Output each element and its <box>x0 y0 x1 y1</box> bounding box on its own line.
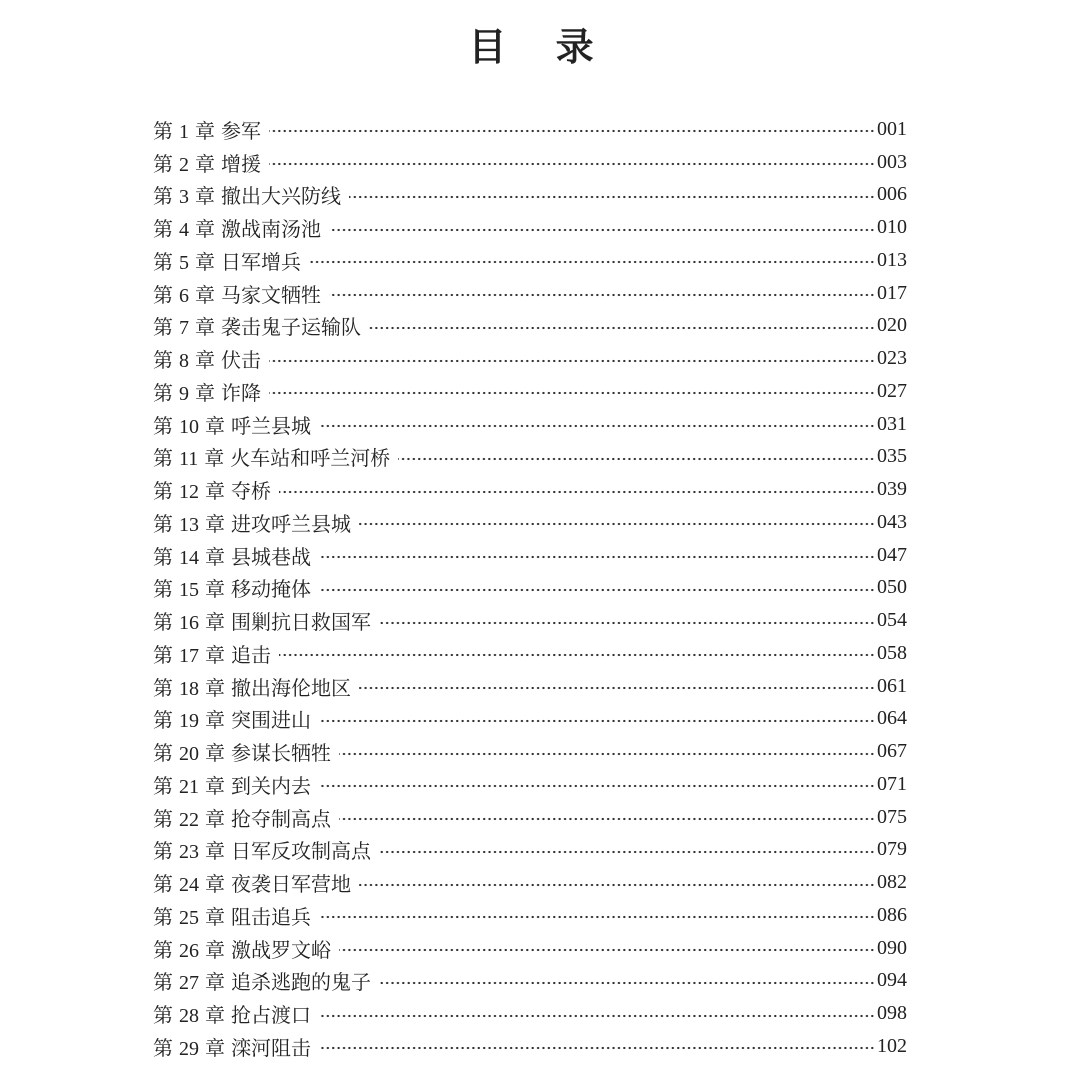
chapter-number: 10 <box>179 415 199 438</box>
chapter-label <box>153 442 390 471</box>
chapter-title: 移动掩体 <box>231 577 311 602</box>
page-number: 031 <box>877 412 907 435</box>
chapter-title: 日军增兵 <box>221 249 301 274</box>
chapter-number: 6 <box>179 284 189 307</box>
chapter-label <box>153 999 311 1028</box>
chapter-title: 呼兰县城 <box>231 413 311 438</box>
page-number: 071 <box>877 772 907 795</box>
chapter-suffix: 章 <box>205 610 225 635</box>
chapter-prefix: 第 <box>153 446 173 471</box>
chapter-title: 参军 <box>221 118 261 143</box>
chapter-title: 撤出大兴防线 <box>221 184 341 209</box>
chapter-suffix: 章 <box>205 675 225 700</box>
chapter-prefix: 第 <box>153 151 173 176</box>
chapter-title: 阻击追兵 <box>231 904 311 929</box>
chapter-label <box>153 541 311 570</box>
chapter-number: 17 <box>179 644 199 667</box>
chapter-suffix: 章 <box>195 249 215 274</box>
chapter-title: 县城巷战 <box>231 544 311 569</box>
page-number: 013 <box>877 248 907 271</box>
toc-entry[interactable] <box>153 866 907 899</box>
chapter-number: 12 <box>179 481 199 504</box>
dot-leader <box>379 981 875 985</box>
chapter-title: 围剿抗日救国军 <box>231 610 371 635</box>
dot-leader <box>319 719 875 723</box>
page-number: 090 <box>877 936 907 959</box>
dot-leader <box>269 359 875 363</box>
page-number: 054 <box>877 609 907 632</box>
toc-entry[interactable] <box>153 375 907 408</box>
chapter-title: 日军反攻制高点 <box>231 839 371 864</box>
chapter-title: 到关内去 <box>231 773 311 798</box>
dot-leader <box>319 784 875 788</box>
chapter-number: 25 <box>179 906 199 929</box>
page-number: 035 <box>877 445 907 468</box>
chapter-label <box>153 148 261 177</box>
page-number: 043 <box>877 510 907 533</box>
chapter-suffix: 章 <box>205 773 225 798</box>
chapter-suffix: 章 <box>205 970 225 995</box>
page-number: 017 <box>877 281 907 304</box>
dot-leader <box>379 621 875 625</box>
toc-entry[interactable] <box>153 801 907 834</box>
toc-entry[interactable] <box>153 735 907 768</box>
chapter-number: 7 <box>179 317 189 340</box>
dot-leader <box>309 260 875 264</box>
chapter-number: 18 <box>179 677 199 700</box>
toc-entry[interactable] <box>153 277 907 310</box>
chapter-prefix: 第 <box>153 249 173 274</box>
chapter-label <box>153 246 301 275</box>
chapter-title: 滦河阻击 <box>231 1035 311 1060</box>
chapter-prefix: 第 <box>153 544 173 569</box>
toc-entry[interactable] <box>153 441 907 474</box>
toc-entry[interactable] <box>153 113 907 146</box>
toc-entry[interactable] <box>153 408 907 441</box>
chapter-prefix: 第 <box>153 937 173 962</box>
chapter-number: 26 <box>179 939 199 962</box>
chapter-title: 伏击 <box>221 348 261 373</box>
chapter-number: 20 <box>179 743 199 766</box>
dot-leader <box>319 1014 875 1018</box>
chapter-label <box>153 672 351 701</box>
page-number: 006 <box>877 183 907 206</box>
page-number: 098 <box>877 1002 907 1025</box>
dot-leader <box>359 522 875 526</box>
dot-leader <box>379 850 875 854</box>
chapter-title: 进攻呼兰县城 <box>231 511 351 536</box>
dot-leader <box>359 883 875 887</box>
chapter-label <box>153 966 371 995</box>
chapter-suffix: 章 <box>205 839 225 864</box>
chapter-title: 追击 <box>231 642 271 667</box>
dot-leader <box>279 653 875 657</box>
page-number: 067 <box>877 740 907 763</box>
chapter-title: 袭击鬼子运输队 <box>221 315 361 340</box>
chapter-suffix: 章 <box>205 806 225 831</box>
chapter-suffix: 章 <box>205 937 225 962</box>
chapter-label <box>153 606 371 635</box>
chapter-prefix: 第 <box>153 904 173 929</box>
chapter-title: 火车站和呼兰河桥 <box>230 446 391 471</box>
dot-leader <box>319 424 875 428</box>
chapter-title: 激战南汤池 <box>221 217 321 242</box>
chapter-suffix: 章 <box>204 446 225 471</box>
toc-entry[interactable] <box>153 506 907 539</box>
page-number: 061 <box>877 674 907 697</box>
chapter-label <box>153 835 371 864</box>
toc-entry[interactable] <box>153 244 907 277</box>
chapter-number: 5 <box>179 251 189 274</box>
chapter-prefix: 第 <box>153 1035 173 1060</box>
chapter-suffix: 章 <box>195 315 215 340</box>
dot-leader <box>339 817 875 821</box>
chapter-prefix: 第 <box>153 708 173 733</box>
dot-leader <box>329 293 875 297</box>
chapter-number: 19 <box>179 710 199 733</box>
toc-entry[interactable] <box>153 539 907 572</box>
chapter-suffix: 章 <box>205 872 225 897</box>
chapter-suffix: 章 <box>195 217 215 242</box>
page-title: 目 录 <box>468 25 612 69</box>
toc-entry[interactable] <box>153 146 907 179</box>
chapter-title: 增援 <box>221 151 261 176</box>
chapter-suffix: 章 <box>205 904 225 929</box>
chapter-number: 28 <box>179 1005 199 1028</box>
chapter-prefix: 第 <box>153 839 173 864</box>
chapter-title: 马家文牺牲 <box>221 282 321 307</box>
page-number: 047 <box>877 543 907 566</box>
dot-leader <box>339 752 875 756</box>
chapter-number: 24 <box>179 874 199 897</box>
page-number: 023 <box>877 347 907 370</box>
chapter-prefix: 第 <box>153 806 173 831</box>
chapter-label <box>153 868 351 897</box>
chapter-prefix: 第 <box>153 118 173 143</box>
dot-leader <box>279 490 875 494</box>
chapter-suffix: 章 <box>205 413 225 438</box>
chapter-number: 4 <box>179 219 189 242</box>
chapter-number: 21 <box>179 775 199 798</box>
page-number: 094 <box>877 969 907 992</box>
chapter-label <box>153 180 341 209</box>
chapter-prefix: 第 <box>153 675 173 700</box>
chapter-suffix: 章 <box>205 511 225 536</box>
chapter-number: 27 <box>179 972 199 995</box>
page-number: 082 <box>877 871 907 894</box>
dot-leader <box>329 228 875 232</box>
chapter-prefix: 第 <box>153 577 173 602</box>
dot-leader <box>349 195 875 199</box>
chapter-number: 14 <box>179 546 199 569</box>
toc-entry[interactable] <box>153 670 907 703</box>
page-number: 058 <box>877 641 907 664</box>
page-number: 039 <box>877 478 907 501</box>
chapter-suffix: 章 <box>205 1003 225 1028</box>
chapter-prefix: 第 <box>153 315 173 340</box>
chapter-title: 激战罗文峪 <box>231 937 331 962</box>
chapter-prefix: 第 <box>153 479 173 504</box>
chapter-title: 夜袭日军营地 <box>231 872 351 897</box>
chapter-suffix: 章 <box>195 380 215 405</box>
dot-leader <box>319 555 875 559</box>
chapter-number: 9 <box>179 382 189 405</box>
chapter-suffix: 章 <box>195 151 215 176</box>
chapter-prefix: 第 <box>153 413 173 438</box>
toc-entry[interactable] <box>153 211 907 244</box>
chapter-prefix: 第 <box>153 610 173 635</box>
toc-entry[interactable] <box>153 834 907 867</box>
toc-entry[interactable] <box>153 572 907 605</box>
chapter-number: 16 <box>179 612 199 635</box>
table-of-contents <box>153 113 907 1063</box>
chapter-suffix: 章 <box>205 741 225 766</box>
page-number: 001 <box>877 117 907 140</box>
chapter-suffix: 章 <box>195 282 215 307</box>
chapter-prefix: 第 <box>153 1003 173 1028</box>
chapter-label <box>153 508 351 537</box>
chapter-suffix: 章 <box>205 544 225 569</box>
dot-leader <box>269 162 875 166</box>
dot-leader <box>269 129 875 133</box>
chapter-label <box>153 934 331 963</box>
toc-entry[interactable] <box>153 932 907 965</box>
chapter-prefix: 第 <box>153 217 173 242</box>
chapter-suffix: 章 <box>205 1035 225 1060</box>
chapter-label <box>153 1032 311 1061</box>
chapter-title: 追杀逃跑的鬼子 <box>231 970 371 995</box>
chapter-label <box>153 770 311 799</box>
dot-leader <box>369 326 875 330</box>
chapter-title: 抢夺制高点 <box>231 806 331 831</box>
chapter-label <box>153 311 361 340</box>
page-number: 064 <box>877 707 907 730</box>
toc-entry[interactable] <box>153 179 907 212</box>
chapter-suffix: 章 <box>205 708 225 733</box>
page-number: 010 <box>877 216 907 239</box>
chapter-prefix: 第 <box>153 282 173 307</box>
chapter-suffix: 章 <box>195 184 215 209</box>
toc-entry[interactable] <box>153 997 907 1030</box>
chapter-prefix: 第 <box>153 348 173 373</box>
chapter-label <box>153 213 321 242</box>
dot-leader <box>269 391 875 395</box>
chapter-prefix: 第 <box>153 642 173 667</box>
page-number: 027 <box>877 379 907 402</box>
chapter-title: 突围进山 <box>231 708 311 733</box>
chapter-prefix: 第 <box>153 741 173 766</box>
toc-entry[interactable] <box>153 899 907 932</box>
chapter-label <box>153 901 311 930</box>
chapter-prefix: 第 <box>153 184 173 209</box>
toc-entry[interactable] <box>153 604 907 637</box>
chapter-number: 3 <box>179 186 189 209</box>
toc-entry[interactable] <box>153 1030 907 1063</box>
chapter-suffix: 章 <box>205 642 225 667</box>
chapter-prefix: 第 <box>153 773 173 798</box>
chapter-title: 撤出海伦地区 <box>231 675 351 700</box>
chapter-prefix: 第 <box>153 872 173 897</box>
chapter-number: 15 <box>179 579 199 602</box>
page-number: 020 <box>877 314 907 337</box>
chapter-number: 13 <box>179 513 199 536</box>
toc-entry[interactable] <box>153 768 907 801</box>
chapter-number: 2 <box>179 153 189 176</box>
chapter-label <box>153 573 311 602</box>
chapter-label <box>153 737 331 766</box>
chapter-number: 29 <box>179 1037 199 1060</box>
chapter-number: 8 <box>179 350 189 373</box>
page-number: 003 <box>877 150 907 173</box>
chapter-label <box>153 115 261 144</box>
chapter-prefix: 第 <box>153 970 173 995</box>
chapter-label <box>153 803 331 832</box>
chapter-label <box>153 377 261 406</box>
chapter-suffix: 章 <box>195 348 215 373</box>
dot-leader <box>359 686 875 690</box>
chapter-label <box>153 410 311 439</box>
dot-leader <box>339 948 875 952</box>
toc-entry[interactable] <box>153 637 907 670</box>
chapter-number: 1 <box>179 120 189 143</box>
dot-leader <box>319 1046 875 1050</box>
chapter-title: 抢占渡口 <box>231 1003 311 1028</box>
chapter-label <box>153 639 271 668</box>
chapter-label <box>153 704 311 733</box>
chapter-suffix: 章 <box>205 479 225 504</box>
chapter-title: 诈降 <box>221 380 261 405</box>
dot-leader <box>319 588 875 592</box>
page-number: 086 <box>877 903 907 926</box>
chapter-title: 参谋长牺牲 <box>231 741 331 766</box>
page-number: 102 <box>877 1034 907 1057</box>
toc-entry[interactable] <box>153 703 907 736</box>
dot-leader <box>319 915 875 919</box>
chapter-prefix: 第 <box>153 511 173 536</box>
chapter-number: 22 <box>179 808 199 831</box>
chapter-label <box>153 475 271 504</box>
chapter-number: 23 <box>179 841 199 864</box>
toc-entry[interactable] <box>153 473 907 506</box>
page-number: 075 <box>877 805 907 828</box>
chapter-title: 夺桥 <box>231 479 271 504</box>
dot-leader <box>398 457 875 461</box>
toc-entry[interactable] <box>153 965 907 998</box>
chapter-number: 11 <box>179 448 199 471</box>
chapter-suffix: 章 <box>205 577 225 602</box>
page-number: 079 <box>877 838 907 861</box>
toc-entry[interactable] <box>153 310 907 343</box>
toc-entry[interactable] <box>153 342 907 375</box>
chapter-suffix: 章 <box>195 118 215 143</box>
chapter-label <box>153 344 261 373</box>
page-number: 050 <box>877 576 907 599</box>
chapter-label <box>153 279 321 308</box>
chapter-prefix: 第 <box>153 380 173 405</box>
